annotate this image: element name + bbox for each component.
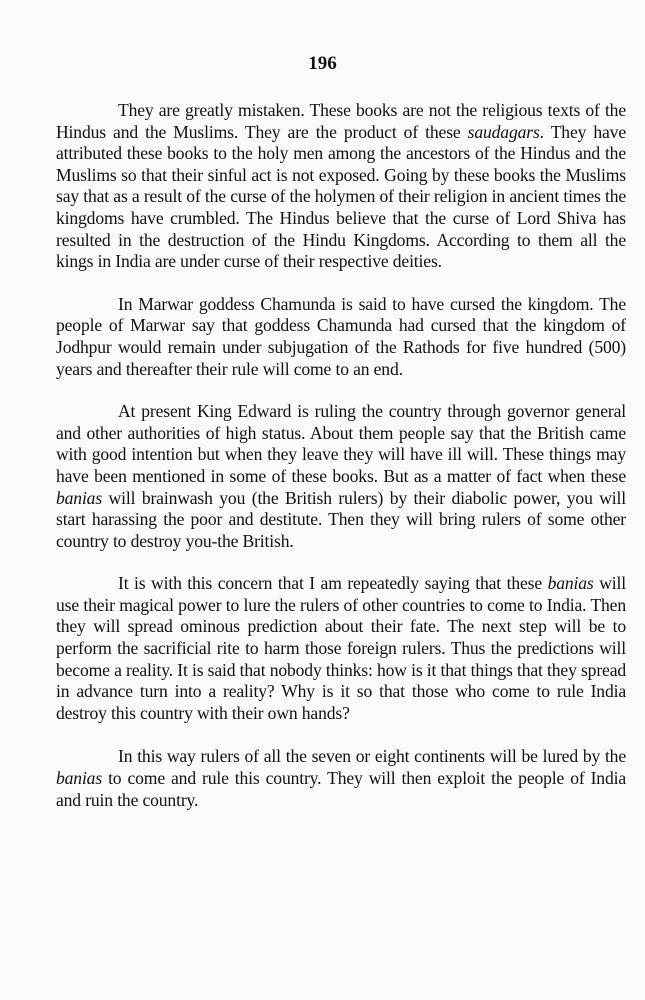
text-run: In Marwar goddess Chamunda is said to have cursed the kingdom. The people of Marwar say that goddess Chamunda had cursed that the kingdom of Jodhpur would remain under subjugation of the Rathods for five hundred (500) years and thereafter their rule will come to an end.	[56, 293, 626, 379]
italic-term: banias	[547, 573, 594, 594]
page-number: 196	[308, 53, 337, 74]
paragraph-2	[56, 294, 626, 380]
text-run: It is with this concern that I am repeatedly saying that these	[118, 573, 548, 594]
text-run: will brainwash you (the British rulers) by their diabolic power, you will start harassing the poor and destitute. Then they will bring rulers of some other country to destroy you-the British.	[56, 487, 626, 551]
text-run: In this way rulers of all the seven or eight continents will be lured by the	[118, 746, 626, 767]
text-run: will use their magical power to lure the rulers of other countries to come to India. Then they will spread ominous prediction about their fate. The next step will be to perform the sacrificial rite to harm those foreign rulers. Thus the predictions will become a reality. It is said that nobody thinks: how is it that things that they spread in advance turn into a reality? Why is it so that those who come to rule India destroy this country with their own hands?	[56, 573, 626, 723]
paragraph-1	[56, 100, 626, 273]
italic-term: banias	[56, 768, 103, 789]
italic-term: saudagars	[467, 121, 540, 142]
page-body	[56, 100, 626, 811]
italic-term: banias	[56, 487, 103, 508]
paragraph-3	[56, 401, 626, 552]
text-run: to come and rule this country. They will then exploit the people of India and ruin the country.	[56, 768, 626, 810]
text-run: At present King Edward is ruling the country through governor general and other authorities of high status. About them people say that the British came with good intention but when they leave they will have ill will. These things may have been mentioned in some of these books. But as a matter of fact when these	[56, 401, 626, 486]
text-run: They are greatly mistaken. These books are not the religious texts of the Hindus and the Muslims. They are the product of these	[56, 100, 626, 142]
paragraph-5	[56, 746, 626, 811]
text-run: . They have attributed these books to the holy men among the ancestors of the Hindus and the Muslims so that their sinful act is not exposed. Going by these books the Muslims say that as a result of the curse of the holymen of their religion in ancient times the kingdoms have crumbled. The Hindus believe that the curse of Lord Shiva has resulted in the destruction of the Hindu Kingdoms. According to them all the kings in India are under curse of their respective deities.	[56, 121, 626, 272]
paragraph-4	[56, 573, 626, 724]
